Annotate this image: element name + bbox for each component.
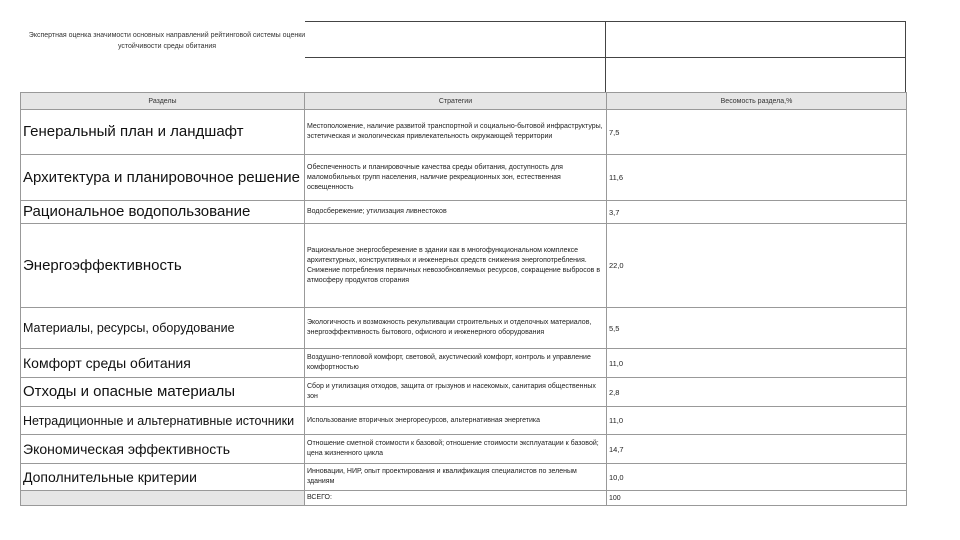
weight-cell: 11,0	[607, 407, 907, 435]
header-section: Разделы	[21, 93, 305, 110]
weight-cell: 5,5	[607, 308, 907, 349]
strategy-cell: Местоположение, наличие развитой транспортной и социально-бытовой инфраструктуры, эстетическая и экологическая привлекательность окружающей территории	[305, 110, 607, 155]
weight-cell: 2,8	[607, 378, 907, 407]
weight-cell: 22,0	[607, 224, 907, 308]
weight-cell: 3,7	[607, 201, 907, 224]
strategy-cell: Использование вторичных энергоресурсов, альтернативная энергетика	[305, 407, 607, 435]
table-row	[21, 435, 907, 464]
table-row	[21, 201, 907, 224]
header-weight: Весомость раздела,%	[607, 93, 907, 110]
section-cell: Дополнительные критерии	[21, 464, 305, 491]
section-cell: Комфорт среды обитания	[21, 349, 305, 378]
weight-cell: 11,6	[607, 155, 907, 201]
table-row	[21, 349, 907, 378]
table-row	[21, 378, 907, 407]
table-row	[21, 464, 907, 491]
weight-cell: 14,7	[607, 435, 907, 464]
section-cell: Генеральный план и ландшафт	[21, 110, 305, 155]
strategy-cell: Водосбережение; утилизация ливнестоков	[305, 201, 607, 224]
section-cell: Рациональное водопользование	[21, 201, 305, 224]
strategy-cell: Экологичность и возможность рекультивации строительных и отделочных материалов, энергоэффективность бытового, офисного и инженерного оборудования	[305, 308, 607, 349]
strategy-cell: Рациональное энергосбережение в здании как в многофункциональном комплексе архитектурных, конструктивных и инженерных средств снижения энергопотребления. Снижение потребления первичных невозобновляемых ресурсов, сокращение выбросов в атмосферу продуктов сгорания	[305, 224, 607, 308]
strategy-cell: Инновации, НИР, опыт проектирования и квалификация специалистов по зеленым зданиям	[305, 464, 607, 491]
section-cell: Экономическая эффективность	[21, 435, 305, 464]
table-row	[21, 224, 907, 308]
total-label: ВСЕГО:	[305, 491, 607, 506]
header-strategy: Стратегии	[305, 93, 607, 110]
rating-table	[20, 92, 907, 506]
weight-cell: 11,0	[607, 349, 907, 378]
table-header-row	[21, 93, 907, 110]
section-cell: Архитектура и планировочное решение	[21, 155, 305, 201]
section-cell: Энергоэффективность	[21, 224, 305, 308]
weight-cell: 7,5	[607, 110, 907, 155]
total-value: 100	[607, 491, 907, 506]
table-row	[21, 407, 907, 435]
strategy-cell: Сбор и утилизация отходов, защита от грызунов и насекомых, санитария общественных зон	[305, 378, 607, 407]
strategy-cell: Отношение сметной стоимости к базовой; отношение стоимости эксплуатации к базовой; цена жизненного цикла	[305, 435, 607, 464]
table-row	[21, 110, 907, 155]
table-caption: Экспертная оценка значимости основных направлений рейтинговой системы оценки устойчивости среды обитания	[28, 32, 306, 50]
section-cell: Нетрадиционные и альтернативные источники	[21, 407, 305, 435]
section-cell: Отходы и опасные материалы	[21, 378, 305, 407]
total-empty-cell	[21, 491, 305, 506]
strategy-cell: Воздушно-тепловой комфорт, световой, акустический комфорт, контроль и управление комфортностью	[305, 349, 607, 378]
table-row	[21, 308, 907, 349]
total-row	[21, 491, 907, 506]
table-row	[21, 155, 907, 201]
section-cell: Материалы, ресурсы, оборудование	[21, 308, 305, 349]
strategy-cell: Обеспеченность и планировочные качества среды обитания, доступность для маломобильных групп населения, наличие рекреационных зон, естественная освещенность	[305, 155, 607, 201]
weight-cell: 10,0	[607, 464, 907, 491]
frame-divider-line	[605, 21, 606, 92]
frame-right-line	[905, 21, 906, 92]
